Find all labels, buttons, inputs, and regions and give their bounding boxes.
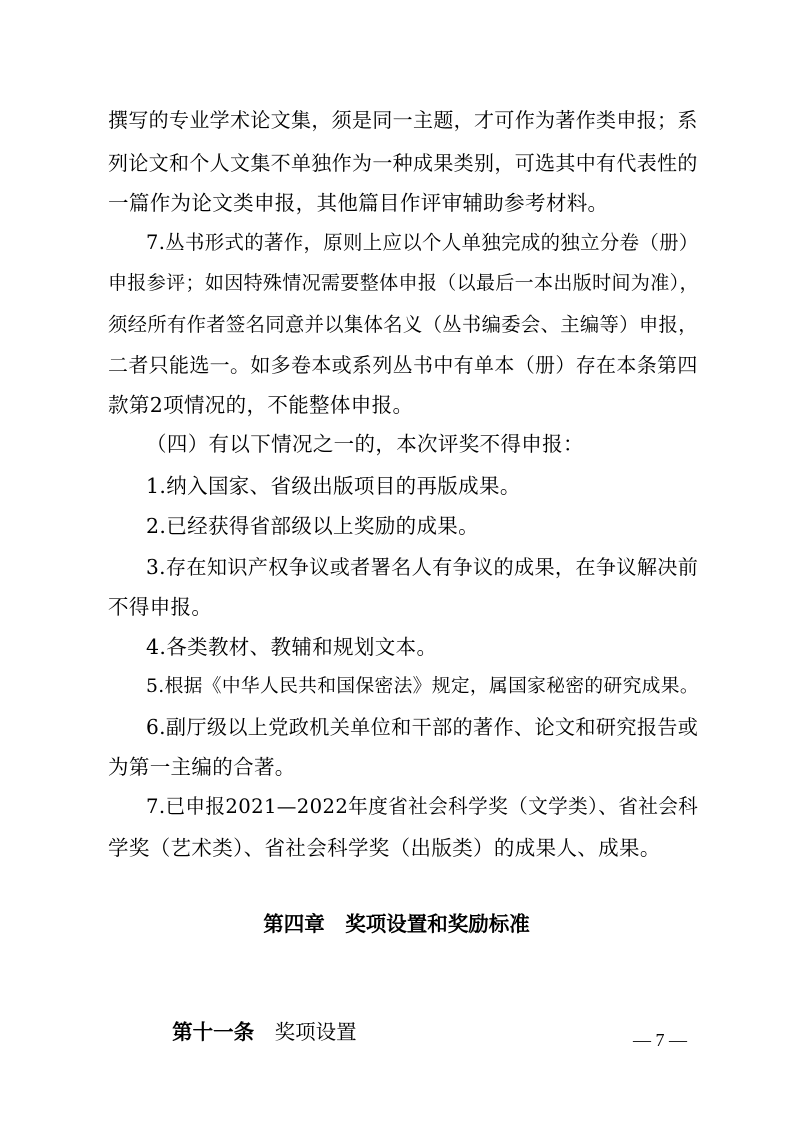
body-line: 二者只能选一。如多卷本或系列丛书中有单本（册）存在本条第四 [108, 353, 698, 377]
body-line: 一篇作为论文类申报，其他篇目作评审辅助参考材料。 [108, 191, 609, 215]
body-line: 须经所有作者签名同意并以集体名义（丛书编委会、主编等）申报， [108, 313, 698, 336]
body-line: 不得申报。 [108, 595, 213, 619]
body-line: 款第2项情况的，不能整体申报。 [108, 393, 414, 417]
body-line: 列论文和个人文集不单独作为一种成果类别，可选其中有代表性的 [108, 151, 698, 175]
body-line: 1.纳入国家、省级出版项目的再版成果。 [146, 474, 521, 498]
body-line: 4.各类教材、教辅和规划文本。 [146, 635, 438, 659]
page-number: — 7 — [633, 1030, 687, 1050]
body-line: 撰写的专业学术论文集，须是同一主题，才可作为著作类申报；系 [108, 108, 698, 132]
body-line: 申报参评；如因特殊情况需要整体申报（以最后一本出版时间为准）， [108, 272, 699, 294]
chapter-heading: 第四章 奖项设置和奖励标准 [263, 912, 530, 936]
article-title: 奖项设置 [274, 1020, 357, 1044]
body-line: 5.根据《中华人民共和国保密法》规定，属国家秘密的研究成果。 [146, 676, 699, 697]
body-line: 2.已经获得省部级以上奖励的成果。 [146, 514, 480, 538]
body-line: 为第一主编的合著。 [108, 755, 296, 779]
body-line: 6.副厅级以上党政机关单位和干部的著作、论文和研究报告或 [146, 715, 699, 739]
body-line: 学奖（艺术类）、省社会科学奖（出版类）的成果人、成果。 [108, 836, 661, 860]
body-line: 3.存在知识产权争议或者署名人有争议的成果，在争议解决前 [146, 555, 699, 579]
body-line: 7.已申报2021—2022年度省社会科学奖（文学类）、省社会科 [146, 795, 699, 818]
article-number: 第十一条 [172, 1020, 255, 1044]
body-line: 7.丛书形式的著作，原则上应以个人单独完成的独立分卷（册） [146, 231, 699, 254]
article-heading [146, 990, 357, 1074]
body-line: （四）有以下情况之一的，本次评奖不得申报： [146, 432, 584, 456]
